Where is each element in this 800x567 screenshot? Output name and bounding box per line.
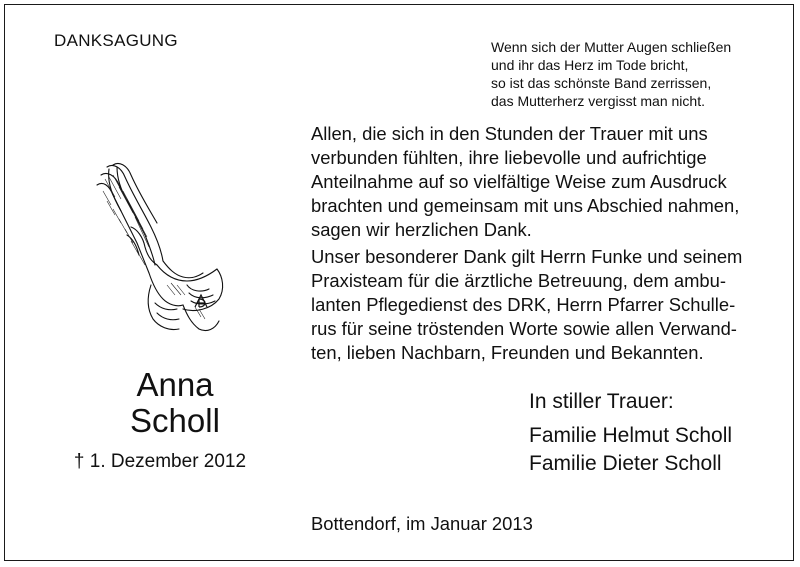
- thanks-line: Praxisteam für die ärztliche Betreuung, dem ambu-: [311, 270, 727, 291]
- thanks-line: verbunden fühlten, ihre liebevolle und aufrichtige: [311, 147, 707, 168]
- last-name: Scholl: [130, 402, 220, 439]
- thanks-line: Anteilnahme auf so vielfältige Weise zum Ausdruck: [311, 171, 727, 192]
- thanks-line: rus für seine tröstenden Worte sowie allen Verwand-: [311, 318, 737, 339]
- poem-line: und ihr das Herz im Tode bricht,: [491, 57, 689, 73]
- mourning-block: [529, 388, 732, 478]
- family-name: Familie Helmut Scholl: [529, 424, 733, 447]
- thanks-line: brachten und gemeinsam mit uns Abschied nahmen,: [311, 195, 740, 216]
- header-title: DANKSAGUNG: [54, 31, 178, 50]
- thanks-line: Unser besonderer Dank gilt Herrn Funke und seinem: [311, 246, 743, 267]
- first-name: Anna: [136, 366, 214, 403]
- poem-line: Wenn sich der Mutter Augen schließen: [491, 39, 732, 55]
- family-name: Familie Dieter Scholl: [529, 452, 722, 475]
- poem-line: so ist das schönste Band zerrissen,: [491, 75, 712, 91]
- praying-hands-icon: [91, 157, 229, 342]
- thanks-paragraph: [311, 122, 753, 242]
- thanks-line: ten, lieben Nachbarn, Freunden und Bekannten.: [311, 342, 704, 363]
- thanks-line: sagen wir herzlichen Dank.: [311, 219, 532, 240]
- obituary-card: [4, 4, 794, 561]
- thanks-line: Allen, die sich in den Stunden der Trauer mit uns: [311, 123, 708, 144]
- poem-line: das Mutterherz vergisst man nicht.: [491, 93, 705, 109]
- mourning-label: In stiller Trauer:: [529, 390, 674, 413]
- place-date: Bottendorf, im Januar 2013: [311, 513, 533, 534]
- special-thanks-paragraph: [311, 245, 753, 365]
- deceased-name: [75, 367, 275, 439]
- poem: [491, 38, 731, 110]
- death-date: † 1. Dezember 2012: [73, 451, 247, 472]
- thanks-line: lanten Pflegedienst des DRK, Herrn Pfarrer Schulle-: [311, 294, 736, 315]
